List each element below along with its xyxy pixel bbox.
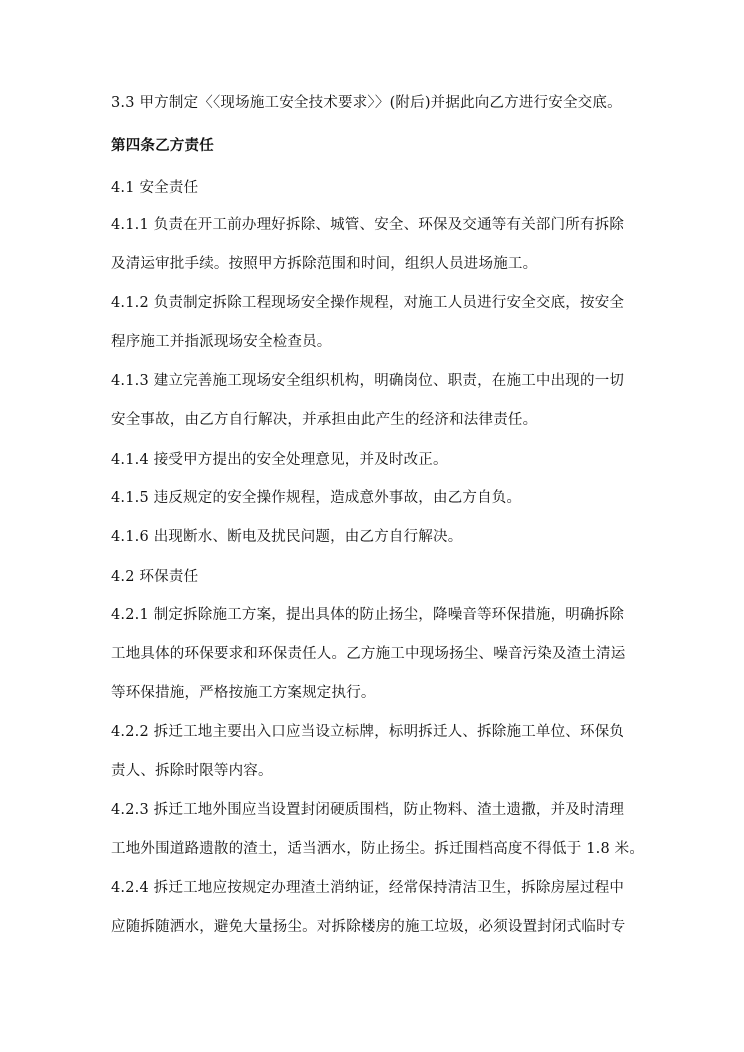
clause-4-2-4-line1: 4.2.4 拆迁工地应按规定办理渣土消纳证，经常保持清洁卫生，拆除房屋过程中 [111, 880, 625, 896]
clause-4-2-1-line1: 4.2.1 制定拆除施工方案，提出具体的防止扬尘，降噪音等环保措施，明确拆除 [111, 607, 625, 623]
clause-4-1-1-line2: 及清运审批手续。按照甲方拆除范围和时间，组织人员进场施工。 [111, 256, 538, 272]
clause-4-1-4: 4.1.4 接受甲方提出的安全处理意见，并及时改正。 [111, 452, 448, 468]
clause-4-1-2-line2: 程序施工并指派现场安全检查员。 [111, 334, 332, 350]
clause-3-3: 3.3 甲方制定〈〈现场施工安全技术要求〉〉(附后)并据此向乙方进行安全交底。 [111, 95, 622, 111]
clause-4-1-3-line2: 安全事故，由乙方自行解决，并承担由此产生的经济和法律责任。 [111, 412, 538, 428]
clause-4-2-3-line2: 工地外围道路遗散的渣土，适当洒水，防止扬尘。拆迁围档高度不得低于 1.8 米。 [111, 841, 645, 857]
clause-4-1-1-line1: 4.1.1 负责在开工前办理好拆除、城管、安全、环保及交通等有关部门所有拆除 [111, 217, 625, 233]
clause-4-1-3-line1: 4.1.3 建立完善施工现场安全组织机构，明确岗位、职责，在施工中出现的一切 [111, 373, 625, 389]
clause-4-2-2-line2: 责人、拆除时限等内容。 [111, 763, 273, 779]
clause-4-1-2-line1: 4.1.2 负责制定拆除工程现场安全操作规程，对施工人员进行安全交底，按安全 [111, 295, 625, 311]
clause-4-2-3-line1: 4.2.3 拆迁工地外围应当设置封闭硬质围档，防止物料、渣土遗撒，并及时清理 [111, 802, 625, 818]
clause-4-2-1-line3: 等环保措施，严格按施工方案规定执行。 [111, 685, 376, 701]
article-4-heading: 第四条乙方责任 [111, 137, 214, 154]
clause-4-2-1-line2: 工地具体的环保要求和环保责任人。乙方施工中现场扬尘、噪音污染及渣土清运 [111, 646, 626, 662]
clause-4-1-5: 4.1.5 违反规定的安全操作规程，造成意外事故，由乙方自负。 [111, 490, 522, 506]
clause-4-2-4-line2: 应随拆随洒水，避免大量扬尘。对拆除楼房的施工垃圾，必须设置封闭式临时专 [111, 919, 626, 935]
clause-4-1-6: 4.1.6 出现断水、断电及扰民问题，由乙方自行解决。 [111, 529, 463, 545]
section-4-2-title: 4.2 环保责任 [111, 569, 199, 585]
section-4-1-title: 4.1 安全责任 [111, 180, 199, 196]
clause-4-2-2-line1: 4.2.2 拆迁工地主要出入口应当设立标牌，标明拆迁人、拆除施工单位、环保负 [111, 724, 625, 740]
